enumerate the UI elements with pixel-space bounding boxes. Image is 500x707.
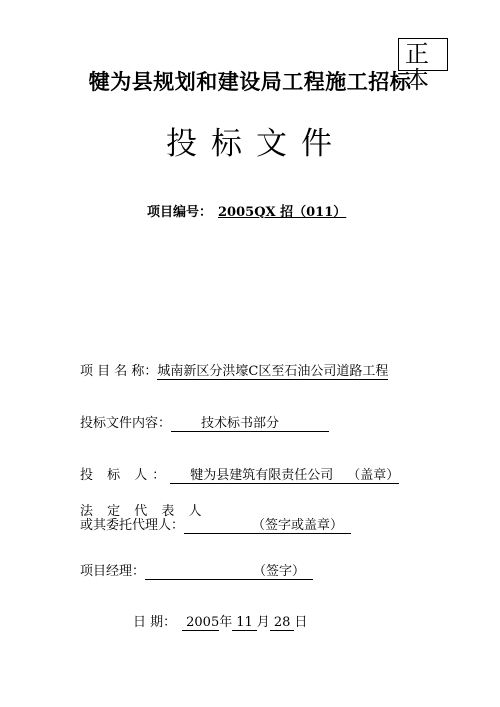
manager-signature-blank (145, 566, 253, 580)
manager-blank-end (305, 566, 313, 580)
legal-rep-signature-blank (184, 520, 252, 534)
manager-note: （签字） (253, 564, 306, 579)
legal-rep-row (80, 514, 351, 534)
date-day-unit: 日 (294, 615, 308, 630)
content-label: 投标文件内容： (80, 416, 172, 431)
legal-rep-blank-end (343, 520, 351, 534)
bidder-label: 投 标 人： (80, 468, 171, 483)
date-label: 日 期： (133, 615, 177, 630)
stamp-text: 正本 (405, 40, 429, 94)
date-row (133, 611, 307, 631)
bidder-value-line (170, 468, 399, 484)
project-name-value: 城南新区分洪壕C区至石油公司道路工程 (157, 364, 389, 379)
project-name-row (80, 360, 388, 380)
bidder-row (80, 464, 399, 484)
legal-rep-label-line2: 或其委托代理人： (80, 518, 185, 533)
content-row (80, 412, 329, 432)
bidder-seal-note: （盖章） (347, 468, 400, 483)
content-value: 技术标书部分 (171, 416, 329, 432)
project-number-label: 项目编号： (147, 205, 213, 220)
date-year-unit: 年 (219, 615, 233, 630)
legal-rep-note: （签字或盖章） (252, 518, 344, 533)
date-month-unit: 月 (256, 615, 270, 630)
date-month: 11 (232, 615, 257, 631)
date-year: 2005 (182, 615, 219, 631)
manager-label: 项目经理： (80, 564, 146, 579)
project-name-label: 项 目 名 称： (80, 364, 158, 379)
legal-rep-label-line1: 法 定 代 表 人 (80, 504, 207, 519)
project-number-value: 2005QX 招（011） (218, 205, 347, 220)
bidder-value: 犍为县建筑有限责任公司 (190, 468, 334, 483)
manager-row (80, 560, 313, 580)
project-number (147, 201, 346, 220)
document-title: 犍为县规划和建设局工程施工招标 (88, 70, 412, 94)
date-day: 28 (270, 615, 295, 631)
document-subtitle: 投标文件 (166, 126, 346, 162)
